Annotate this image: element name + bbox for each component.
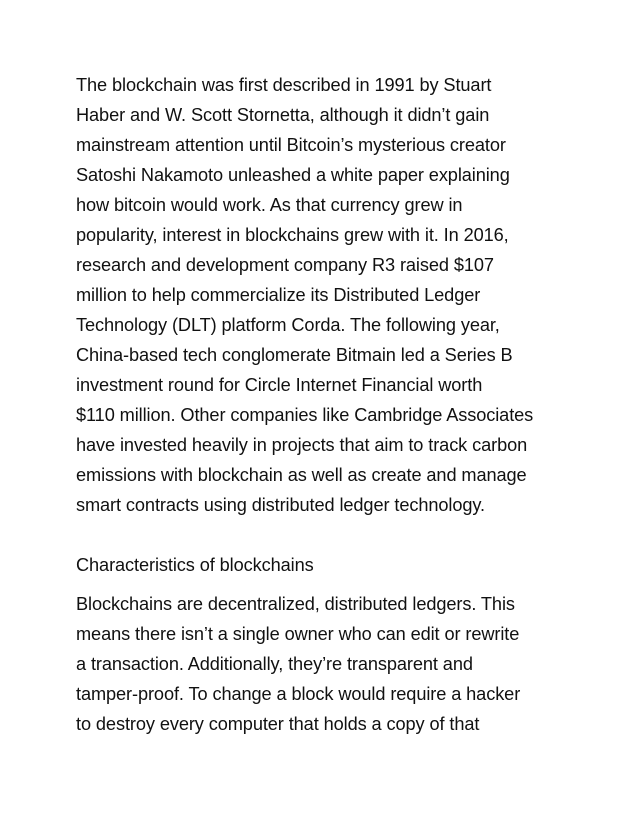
text-line: million to help commercialize its Distributed Ledger: [76, 285, 481, 305]
text-line: The blockchain was first described in 1991 by Stuart: [76, 75, 492, 95]
text-line: Satoshi Nakamoto unleashed a white paper explaining: [76, 165, 510, 185]
text-line: popularity, interest in blockchains grew with it. In 2016,: [76, 225, 509, 245]
text-line: investment round for Circle Internet Financial worth: [76, 375, 483, 395]
text-line: Blockchains are decentralized, distributed ledgers. This: [76, 594, 515, 614]
document-page: [76, 70, 576, 739]
text-line: emissions with blockchain as well as create and manage: [76, 465, 527, 485]
section-heading: Characteristics of blockchains: [76, 555, 314, 575]
text-line: to destroy every computer that holds a copy of that: [76, 714, 480, 734]
text-line: Technology (DLT) platform Corda. The following year,: [76, 315, 500, 335]
text-line: smart contracts using distributed ledger technology.: [76, 495, 485, 515]
text-line: means there isn’t a single owner who can edit or rewrite: [76, 624, 520, 644]
paragraph-blockchain-history: [76, 70, 576, 520]
text-line: Haber and W. Scott Stornetta, although it didn’t gain: [76, 105, 490, 125]
text-line: $110 million. Other companies like Cambridge Associates: [76, 405, 534, 425]
paragraph-characteristics: [76, 589, 576, 739]
text-line: a transaction. Additionally, they’re transparent and: [76, 654, 473, 674]
text-line: China-based tech conglomerate Bitmain led a Series B: [76, 345, 513, 365]
text-line: tamper-proof. To change a block would require a hacker: [76, 684, 521, 704]
text-line: mainstream attention until Bitcoin’s mysterious creator: [76, 135, 506, 155]
text-line: how bitcoin would work. As that currency grew in: [76, 195, 463, 215]
text-line: research and development company R3 raised $107: [76, 255, 494, 275]
text-line: have invested heavily in projects that aim to track carbon: [76, 435, 528, 455]
